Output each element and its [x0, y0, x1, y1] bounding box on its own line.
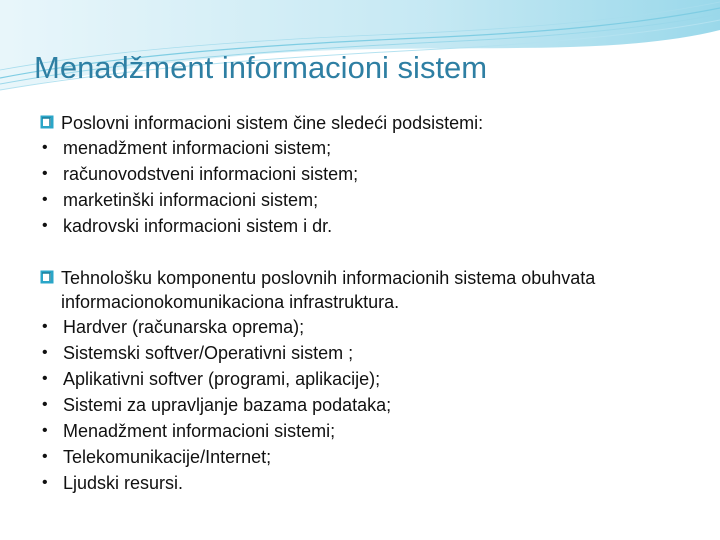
- list-item: [40, 470, 700, 496]
- section-lead: [40, 110, 700, 135]
- bullet-icon: •: [42, 318, 48, 335]
- list-item: [40, 340, 700, 366]
- bullet-icon: •: [42, 422, 48, 439]
- list-item-text: Sistemi za upravljanje bazama podataka;: [63, 395, 392, 415]
- bullet-icon: •: [42, 139, 48, 156]
- list-item: [40, 392, 700, 418]
- technology-list: [40, 314, 700, 496]
- list-item-text: Hardver (računarska oprema);: [63, 317, 305, 337]
- list-item-text: Ljudski resursi.: [63, 473, 184, 493]
- slide-content: [40, 110, 700, 496]
- bullet-icon: •: [42, 448, 48, 465]
- bullet-icon: •: [42, 217, 48, 234]
- list-item: [40, 314, 700, 340]
- list-item-text: kadrovski informacioni sistem i dr.: [63, 216, 333, 236]
- bullet-icon: •: [42, 191, 48, 208]
- list-item-text: računovodstveni informacioni sistem;: [63, 164, 359, 184]
- list-item-text: Menadžment informacioni sistemi;: [63, 421, 336, 441]
- list-item: [40, 135, 700, 161]
- section-technology: [40, 265, 700, 496]
- section-subsystems: [40, 110, 700, 239]
- subsystem-list: [40, 135, 700, 239]
- checkbox-bullet-icon: [40, 270, 54, 284]
- section-lead-text: Tehnološku komponentu poslovnih informacionih sistema obuhvata informacionokomunikaciona infrastruktura.: [61, 268, 596, 312]
- bullet-icon: •: [42, 396, 48, 413]
- list-item: [40, 418, 700, 444]
- bullet-icon: •: [42, 474, 48, 491]
- list-item: [40, 161, 700, 187]
- list-item-text: Telekomunikacije/Internet;: [63, 447, 272, 467]
- bullet-icon: •: [42, 370, 48, 387]
- section-lead: [40, 265, 700, 314]
- list-item-text: menadžment informacioni sistem;: [63, 138, 332, 158]
- list-item-text: Aplikativni softver (programi, aplikacije);: [63, 369, 381, 389]
- bullet-icon: •: [42, 165, 48, 182]
- list-item: [40, 213, 700, 239]
- list-item-text: marketinški informacioni sistem;: [63, 190, 319, 210]
- list-item: [40, 187, 700, 213]
- checkbox-bullet-icon: [40, 115, 54, 129]
- list-item: [40, 366, 700, 392]
- section-lead-text: Poslovni informacioni sistem čine sledeći podsistemi:: [61, 113, 484, 133]
- list-item-text: Sistemski softver/Operativni sistem ;: [63, 343, 354, 363]
- slide-title: Menadžment informacioni sistem: [34, 50, 488, 85]
- bullet-icon: •: [42, 344, 48, 361]
- list-item: [40, 444, 700, 470]
